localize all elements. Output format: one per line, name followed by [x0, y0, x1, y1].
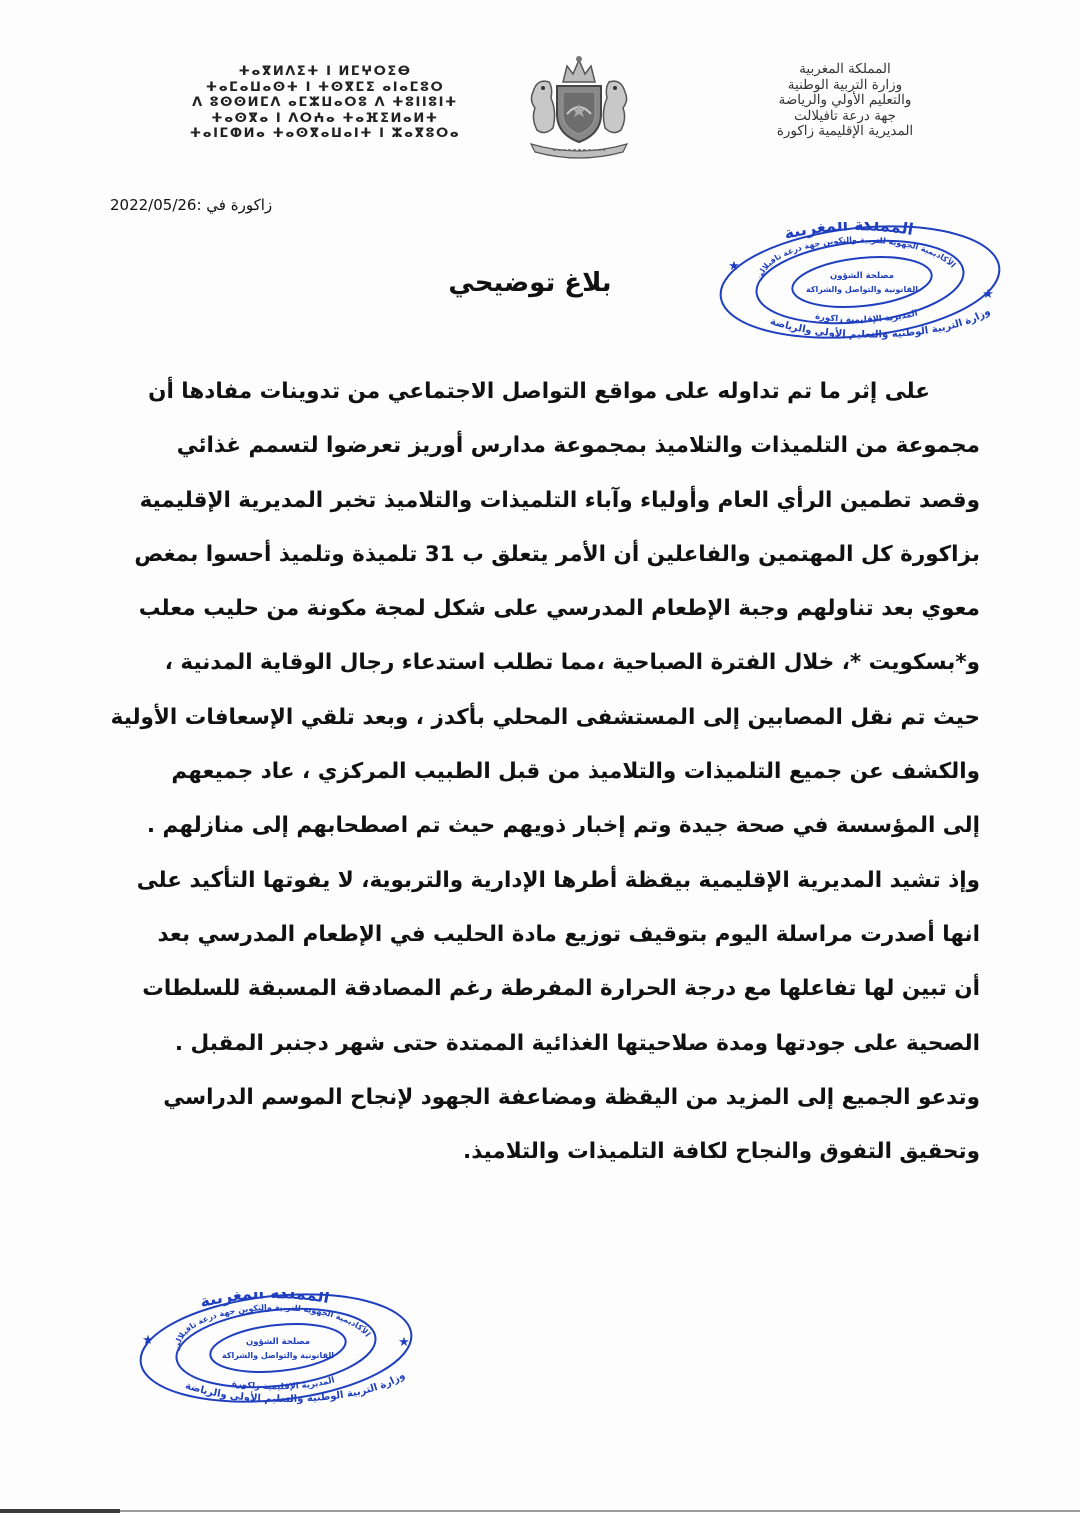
arabic-header-line: جهة درعة تافيلالت [793, 107, 897, 124]
official-stamp-top [712, 222, 1004, 340]
stamp-middle-top-text: الأكاديمية الجهوية للتربية والتكوين جهة درعة تافيلالت [755, 235, 958, 282]
royal-coat-of-arms-icon [523, 52, 635, 162]
tifinagh-line: ⵜⴰⵏⵎⵀⵍⴰ ⵜⴰⵙⴳⴰⵡⴰⵏⵜ ⵏ ⵣⴰⴳⵓⵔⴰ [189, 126, 461, 141]
body-line: على إثر ما تم تداوله على مواقع التواصل الاجتماعي من تدوينات مفادها أن [148, 379, 930, 404]
arabic-header [715, 62, 975, 140]
tifinagh-line: ⵜⴰⵙⴳⴰ ⵏ ⴷⵔⵄⴰ ⵜⴰⴼⵉⵍⴰⵍⵜ [211, 110, 439, 126]
arabic-header-line: المملكة المغربية [799, 61, 891, 77]
body-line: وتدعو الجميع إلى المزيد من اليقظة ومضاعفة الجهود لإنجاح الموسم الدراسي [163, 1084, 980, 1110]
date-line [110, 196, 272, 214]
star-icon: ★ [728, 259, 740, 274]
body-line: وتحقيق التفوق والنجاح لكافة التلميذات والتلاميذ. [463, 1139, 980, 1165]
body-line: مجموعة من التلميذات والتلاميذ بمجموعة مدارس أوريز تعرضوا لتسمم غذائي [176, 433, 980, 459]
body-line: و*بسكويت *، خلال الفترة الصباحية ،مما تطلب استدعاء رجال الوقاية المدنية ، [164, 650, 980, 676]
body-line: وقصد تطمين الرأي العام وأولياء وآباء التلميذات والتلاميذ تخبر المديرية الإقليمية [139, 487, 980, 513]
stamp-middle-bottom-text: المديرية الإقليمية زاكورة [231, 1375, 336, 1393]
body-line: وإذ تشيد المديرية الإقليمية بيقظة أطرها الإدارية والتربوية، لا يفوتها التأكيد على [136, 867, 980, 893]
body-line: معوي بعد تناولهم وجبة الإطعام المدرسي على شكل لمجة مكونة من حليب معلب [138, 596, 980, 622]
stamp-middle-bottom-text: المديرية الإقليمية زاكورة [814, 308, 919, 326]
date-value: 2022/05/26 [110, 196, 197, 214]
star-icon: ★ [982, 287, 994, 302]
stamp-inner-line-2: القانونية والتواصل والشراكة [222, 1351, 334, 1360]
body-line: بزاكورة كل المهتمين والفاعلين أن الأمر يتعلق ب 31 تلميذة وتلميذ أحسوا بمغص [134, 541, 980, 567]
stamp-outer-bottom-text: وزارة التربية الوطنية والتعليم الأولي والرياضة [183, 1370, 408, 1404]
document-body [100, 365, 980, 1179]
official-stamp-bottom [132, 1292, 416, 1404]
stamp-inner-line-1: مصلحة الشؤون [246, 1337, 310, 1347]
tifinagh-line: ⵜⴰⴳⵍⴷⵉⵜ ⵏ ⵍⵎⵖⵔⵉⴱ [238, 64, 412, 79]
page-edge-shadow [0, 1509, 120, 1513]
stamp-outer-top-text: المملكة المغربية [197, 1292, 331, 1312]
document-title: بلاغ توضيحي [448, 268, 612, 298]
body-line: إلى المؤسسة في صحة جيدة وتم إخبار ذويهم حيث تم اصطحابهم إلى منازلهم . [146, 813, 980, 839]
tifinagh-line: ⵜⴰⵎⴰⵡⴰⵙⵜ ⵏ ⵜⵙⴳⵎⵉ ⴰⵏⴰⵎⵓⵔ [205, 79, 445, 95]
body-line: انها أصدرت مراسلة اليوم بتوقيف توزيع مادة الحليب في الإطعام المدرسي بعد [157, 921, 980, 947]
stamp-inner-line-1: مصلحة الشؤون [830, 271, 894, 281]
star-icon: ★ [398, 1335, 410, 1350]
arabic-header-line: وزارة التربية الوطنية [787, 76, 903, 93]
stamp-outer-top-text: المملكة المغربية [782, 222, 915, 243]
arabic-header-line: المديرية الإقليمية زاكورة [776, 123, 914, 139]
tifinagh-header [175, 64, 475, 142]
star-icon: ★ [142, 1333, 154, 1348]
stamp-middle-top-text: الأكاديمية الجهوية للتربية والتكوين جهة درعة تافيلالت [173, 1302, 373, 1352]
arabic-header-line: والتعليم الأولي والرياضة [778, 92, 912, 108]
body-line: أن تبين لها تفاعلها مع درجة الحرارة المفرطة رغم المصادقة المسبقة للسلطات [142, 976, 980, 1002]
tifinagh-line: ⴷ ⵓⵙⵙⵍⵎⴷ ⴰⵎⵣⵡⴰⵔⵓ ⴷ ⵜⵓⵏⵏⵓⵏⵜ [192, 95, 458, 110]
body-line: الصحية على جودتها ومدة صلاحيتها الغذائية الممتدة حتى شهر دجنبر المقبل . [174, 1030, 980, 1056]
body-line: حيث تم نقل المصابين إلى المستشفى المحلي بأكدز ، وبعد تلقي الإسعافات الأولية [110, 704, 980, 730]
body-line: والكشف عن جميع التلميذات والتلاميذ من قبل الطبيب المركزي ، عاد جميعهم [171, 759, 980, 785]
stamp-inner-line-2: القانونية والتواصل والشراكة [806, 285, 918, 294]
date-label: زاكورة في : [196, 196, 273, 214]
stamp-outer-bottom-text: وزارة التربية الوطنية والتعليم الأولي والرياضة [768, 306, 993, 340]
page-edge [0, 1510, 1080, 1512]
